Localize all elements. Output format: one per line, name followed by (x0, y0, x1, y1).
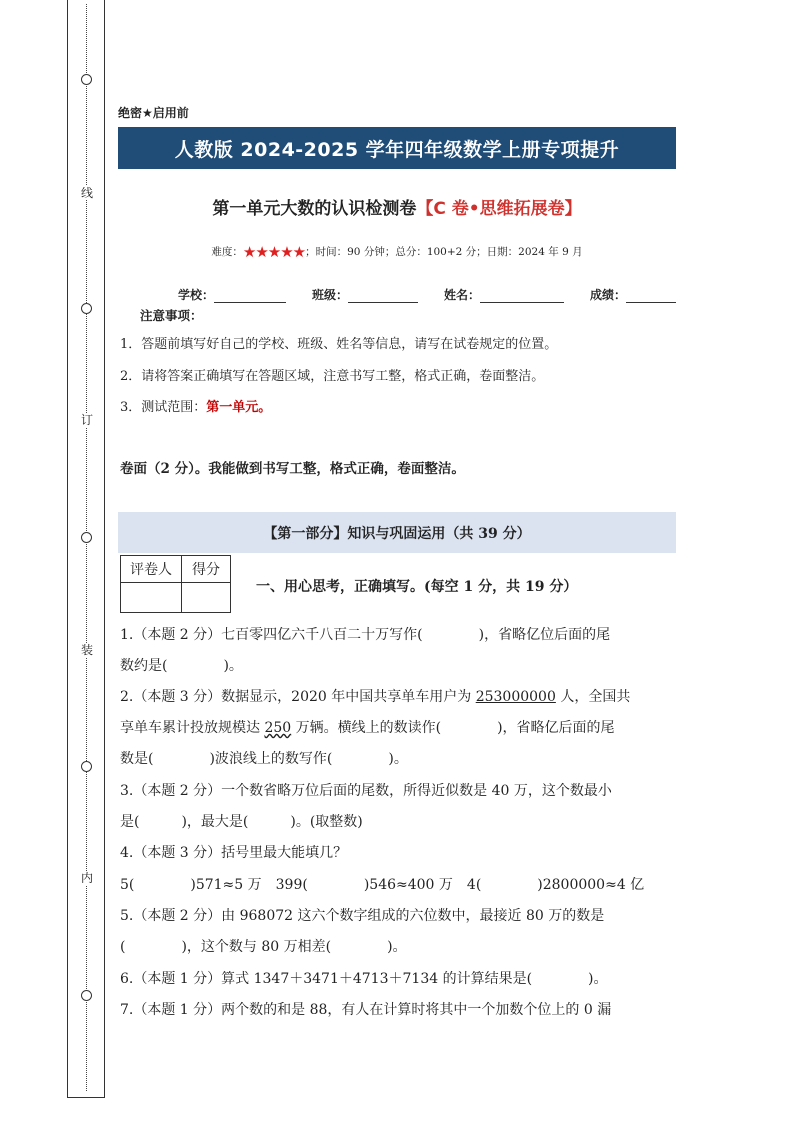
secret-label: 绝密★启用前 (118, 106, 189, 120)
grader-cell[interactable] (121, 583, 182, 613)
margin-circle (81, 532, 92, 543)
question-2-line-3: 数是( )波浪线上的数写作( )。 (120, 751, 408, 767)
section-one-heading: 一、用心思考，正确填写。(每空 1 分，共 19 分） (256, 579, 578, 595)
margin-circle (81, 303, 92, 314)
exam-meta (118, 243, 676, 261)
margin-circle (81, 74, 92, 85)
question-2-line-2: 享单车累计投放规模达 250 万辆。横线上的数读作( )，省略亿后面的尾 (120, 720, 615, 736)
school-blank[interactable] (214, 290, 286, 303)
score-blank[interactable] (626, 290, 676, 303)
notice-item-1: 1．答题前填写好自己的学校、班级、姓名等信息，请写在试卷规定的位置。 (120, 337, 558, 352)
name-blank[interactable] (480, 290, 564, 303)
question-4-line-1: 4.（本题 3 分）括号里最大能填几？ (120, 845, 348, 861)
tidiness-statement: 卷面（2 分）。我能做到书写工整，格式正确，卷面整洁。 (120, 461, 465, 477)
notice-title: 注意事项： (140, 308, 203, 323)
margin-circle (81, 990, 92, 1001)
margin-circle (81, 761, 92, 772)
question-3-line-1: 3.（本题 2 分）一个数省略万位后面的尾数，所得近似数是 40 万，这个数最小 (120, 783, 612, 799)
score-table (120, 555, 231, 613)
meta-details: ；时间：90 分钟；总分：100+2 分；日期：2024 年 9 月 (305, 246, 583, 258)
class-blank[interactable] (348, 290, 418, 303)
score-field: 成绩： (590, 286, 676, 303)
question-7-line-1: 7.（本题 1 分）两个数的和是 88，有人在计算时将其中一个加数个位上的 0 漏 (120, 1002, 612, 1018)
grader-header: 评卷人 (121, 556, 182, 583)
name-field: 姓名： (444, 286, 564, 303)
question-1-line-2: 数约是( )。 (120, 658, 243, 674)
wavy-underlined-number: 250 (264, 720, 292, 736)
question-5-line-1: 5.（本题 2 分）由 968072 这六个数字组成的六位数中，最接近 80 万的数是 (120, 908, 605, 924)
question-5-line-2: ( )，这个数与 80 万相差( )。 (120, 939, 407, 955)
underlined-number: 253000000 (475, 689, 556, 705)
binding-margin (67, 0, 105, 1098)
margin-char-nei: 内 (77, 871, 97, 885)
part-one-header: 【第一部分】知识与巩固运用（共 39 分） (118, 512, 676, 553)
notice-item-3: 3．测试范围：第一单元。 (120, 400, 272, 415)
margin-char-ding: 订 (77, 413, 97, 427)
exam-subtitle (118, 194, 676, 219)
difficulty-stars: ★★★★★ (242, 243, 306, 261)
subtitle-tag: 【C 卷•思维拓展卷】 (416, 199, 582, 219)
title-banner: 人教版 2024-2025 学年四年级数学上册专项提升 (118, 127, 676, 169)
margin-char-xian: 线 (77, 186, 97, 200)
school-field: 学校： (178, 286, 286, 303)
difficulty-label: 难度： (211, 246, 243, 258)
test-scope: 第一单元。 (206, 400, 272, 415)
margin-dotted-line (86, 4, 87, 1091)
question-3-line-2: 是( )，最大是( )。(取整数) (120, 814, 363, 830)
question-2-line-1: 2.（本题 3 分）数据显示，2020 年中国共享单车用户为 253000000 人，全国共 (120, 689, 631, 705)
score-cell[interactable] (182, 583, 231, 613)
question-1-line-1: 1.（本题 2 分）七百零四亿六千八百二十万写作( )，省略亿位后面的尾 (120, 627, 611, 643)
score-header: 得分 (182, 556, 231, 583)
margin-char-zhuang: 装 (77, 643, 97, 657)
student-info-row (178, 286, 676, 303)
question-4-line-2: 5( )571≈5 万 399( )546≈400 万 4( )2800000≈4 亿 (120, 877, 645, 893)
notice-item-2: 2．请将答案正确填写在答题区域，注意书写工整，格式正确，卷面整洁。 (120, 369, 545, 384)
question-6-line-1: 6.（本题 1 分）算式 1347＋3471＋4713＋7134 的计算结果是( )。 (120, 971, 608, 987)
subtitle-main: 第一单元大数的认识检测卷 (212, 199, 417, 219)
class-field: 班级： (312, 286, 418, 303)
